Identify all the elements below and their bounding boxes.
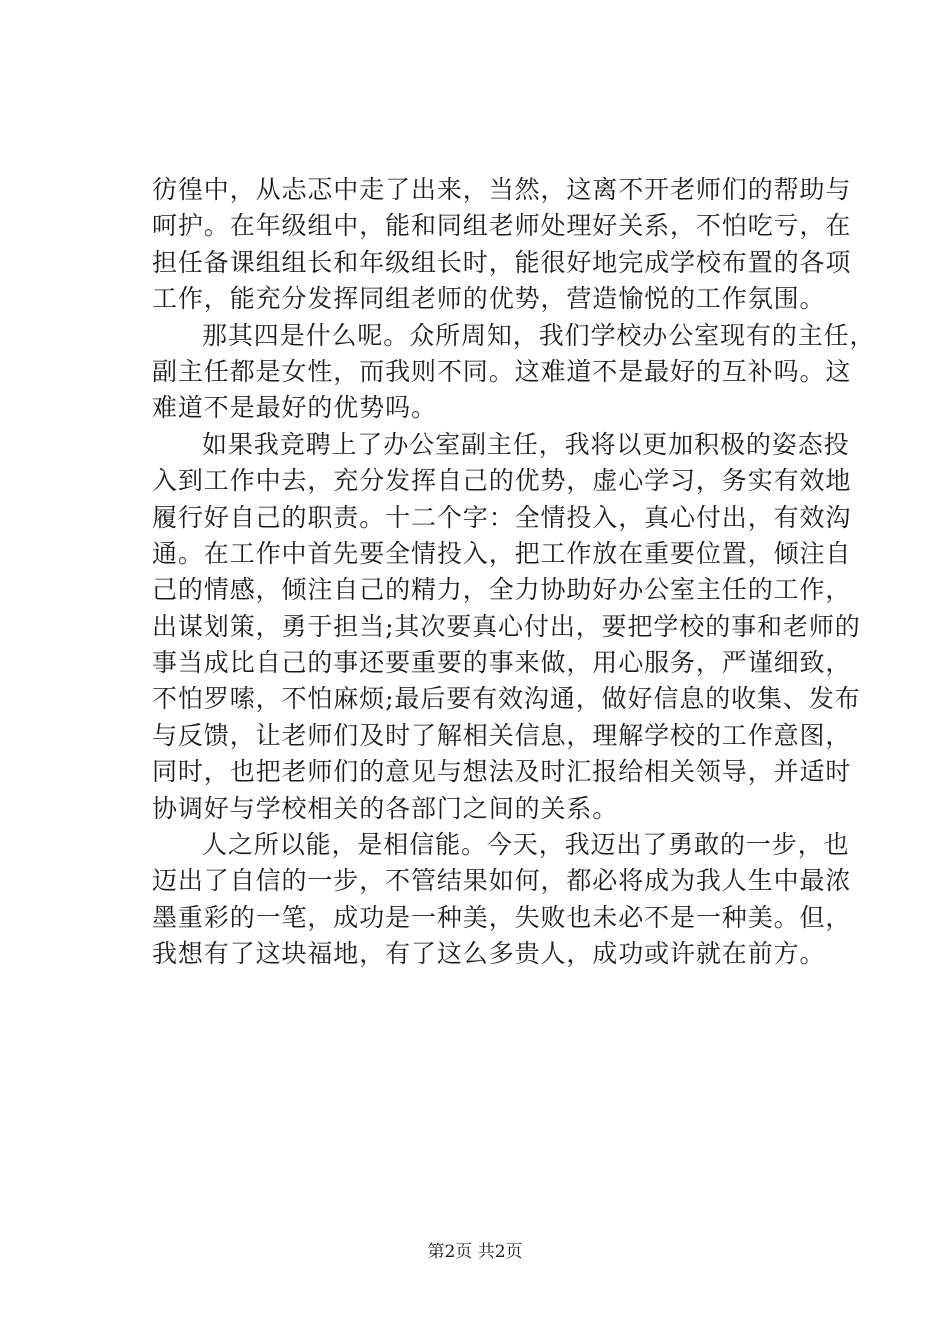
body-line: 通。在工作中首先要全情投入，把工作放在重要位置，倾注自 — [152, 538, 852, 568]
body-line: 入到工作中去，充分发挥自己的优势，虚心学习，务实有效地 — [152, 466, 852, 496]
body-line: 我想有了这块福地，有了这么多贵人，成功或许就在前方。 — [152, 939, 826, 969]
paragraph-first-line: 人之所以能，是相信能。今天，我迈出了勇敢的一步，也 — [202, 830, 850, 860]
body-line: 出谋划策，勇于担当;其次要真心付出，要把学校的事和老师的 — [152, 611, 861, 641]
body-line: 不怕罗嗦，不怕麻烦;最后要有效沟通，做好信息的收集、发布 — [152, 684, 861, 714]
body-line: 墨重彩的一笔，成功是一种美，失败也未必不是一种美。但， — [152, 902, 852, 932]
page-number-label: 第2页 共2页 — [427, 1242, 523, 1262]
body-line: 难道不是最好的优势吗。 — [152, 393, 437, 423]
body-line: 彷徨中，从忐忑中走了出来，当然，这离不开老师们的帮助与 — [152, 175, 852, 204]
body-line: 担任备课组组长和年级组长时，能很好地完成学校布置的各项 — [152, 247, 852, 277]
body-line: 事当成比自己的事还要重要的事来做，用心服务，严谨细致， — [152, 648, 852, 678]
body-line: 协调好与学校相关的各部门之间的关系。 — [152, 793, 619, 823]
body-line: 呵护。在年级组中，能和同组老师处理好关系，不怕吃亏，在 — [152, 211, 852, 241]
body-line: 与反馈，让老师们及时了解相关信息，理解学校的工作意图， — [152, 720, 852, 750]
body-line: 工作，能充分发挥同组老师的优势，营造愉悦的工作氛围。 — [152, 284, 826, 314]
body-line: 己的情感，倾注自己的精力，全力协助好办公室主任的工作， — [152, 575, 852, 605]
page-footer — [0, 1240, 950, 1264]
document-body — [152, 172, 876, 973]
body-line: 迈出了自信的一步，不管结果如何，都必将成为我人生中最浓 — [152, 866, 852, 896]
body-line: 同时，也把老师们的意见与想法及时汇报给相关领导，并适时 — [152, 757, 852, 787]
paragraph-first-line: 那其四是什么呢。众所周知，我们学校办公室现有的主任， — [202, 320, 876, 350]
body-line: 履行好自己的职责。十二个字：全情投入，真心付出，有效沟 — [152, 502, 852, 532]
body-line: 副主任都是女性，而我则不同。这难道不是最好的互补吗。这 — [152, 356, 852, 386]
paragraph-first-line: 如果我竞聘上了办公室副主任，我将以更加积极的姿态投 — [202, 429, 850, 459]
